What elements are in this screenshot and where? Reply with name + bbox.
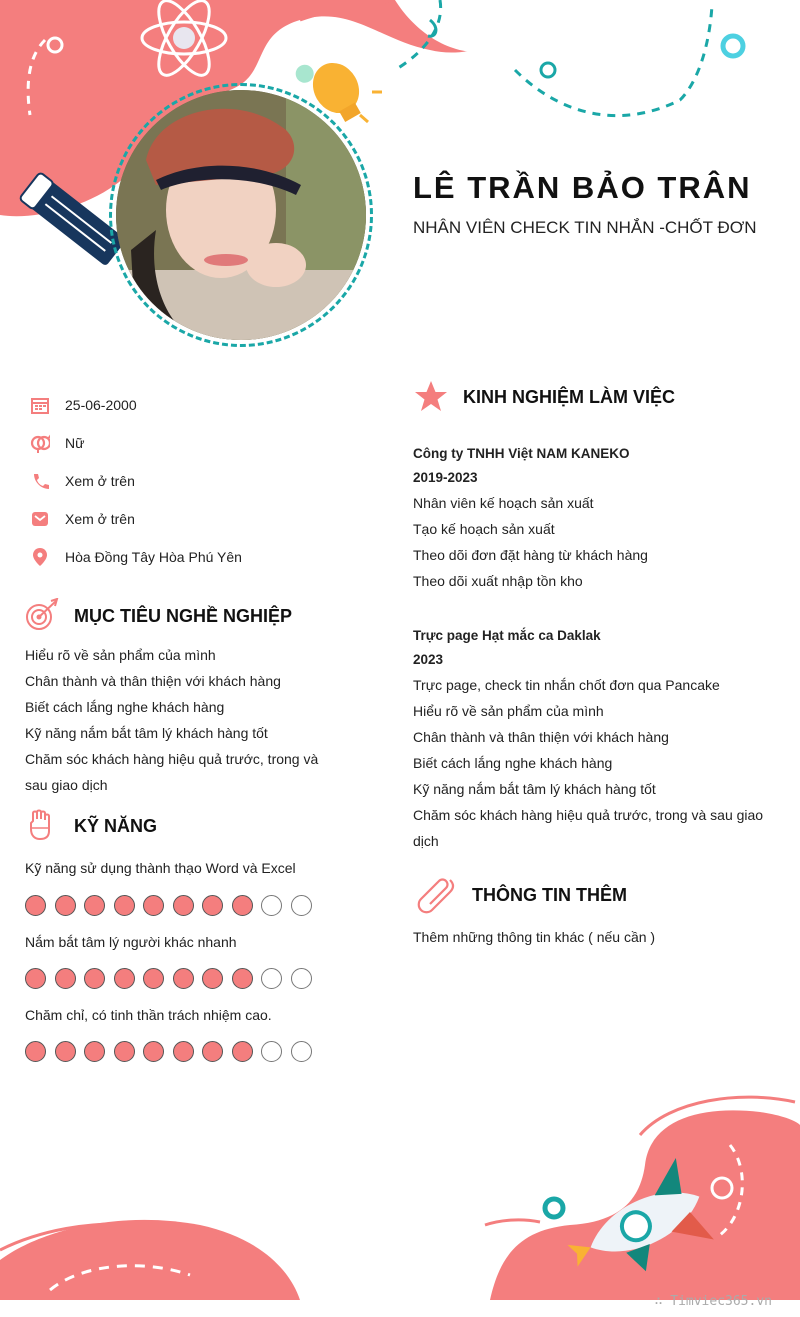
objective-heading (24, 598, 292, 634)
contact-email (30, 500, 360, 538)
job-line: Theo dõi đơn đặt hàng từ khách hàng (413, 547, 648, 563)
rating-dot-filled (202, 895, 223, 916)
skills-heading-text: KỸ NĂNG (74, 815, 158, 836)
phone-icon (30, 471, 50, 491)
job-line: Chân thành và thân thiện với khách hàng (413, 729, 669, 745)
job-line: dịch (413, 833, 439, 849)
experience-item (413, 624, 783, 854)
rating-dot-filled (84, 895, 105, 916)
location-pin-icon (30, 547, 50, 567)
rating-dot-filled (114, 1041, 135, 1062)
additional-heading-text: THÔNG TIN THÊM (472, 884, 627, 905)
rating-dot-filled (114, 895, 135, 916)
mail-icon (30, 509, 50, 529)
job-line: Tạo kế hoạch sản xuất (413, 521, 555, 537)
calendar-icon (30, 395, 50, 415)
objective-line: Chăm sóc khách hàng hiệu quả trước, trong và (25, 751, 319, 767)
candidate-name: LÊ TRẦN BẢO TRÂN (413, 170, 752, 205)
job-line: Theo dõi xuất nhập tồn kho (413, 573, 583, 589)
rating-dot-empty (261, 968, 282, 989)
skill-label: Chăm chỉ, có tinh thần trách nhiệm cao. (25, 1007, 272, 1023)
job-line: Chăm sóc khách hàng hiệu quả trước, trong và sau giao (413, 807, 764, 823)
rating-dot-filled (55, 895, 76, 916)
avatar-illustration (116, 90, 366, 340)
paperclip-icon (416, 874, 458, 916)
job-line: Hiểu rõ về sản phẩm của mình (413, 703, 604, 719)
skill-label: Kỹ năng sử dụng thành thạo Word và Excel (25, 860, 296, 876)
objective-line: Kỹ năng nắm bắt tâm lý khách hàng tốt (25, 725, 268, 741)
contact-info (30, 386, 360, 576)
objective-line: sau giao dịch (25, 777, 108, 793)
objective-line: Biết cách lắng nghe khách hàng (25, 699, 225, 715)
contact-birthday (30, 386, 360, 424)
rating-dot-filled (84, 968, 105, 989)
phone-text: Xem ở trên (65, 473, 135, 489)
rating-dot-empty (291, 1041, 312, 1062)
skill-rating (25, 968, 320, 989)
rating-dot-filled (84, 1041, 105, 1062)
rating-dot-filled (202, 968, 223, 989)
rating-dot-filled (114, 968, 135, 989)
rating-dot-filled (55, 968, 76, 989)
rating-dot-filled (232, 1041, 253, 1062)
rating-dot-empty (291, 968, 312, 989)
job-line: Nhân viên kế hoạch sản xuất (413, 495, 594, 511)
rating-dot-filled (143, 968, 164, 989)
skill-rating (25, 1041, 320, 1062)
avatar (116, 90, 366, 340)
additional-text: Thêm những thông tin khác ( nếu cần ) (413, 929, 656, 945)
objective-heading-text: MỤC TIÊU NGHỀ NGHIỆP (74, 605, 293, 626)
gender-text: Nữ (65, 435, 85, 451)
skill-label: Nắm bắt tâm lý người khác nhanh (25, 934, 237, 950)
job-period: 2019-2023 (413, 470, 478, 485)
company-name: Công ty TNHH Việt NAM KANEKO (413, 446, 630, 461)
objective-line: Chân thành và thân thiện với khách hàng (25, 673, 281, 689)
rating-dot-empty (261, 1041, 282, 1062)
target-icon (24, 598, 60, 634)
fist-icon (24, 808, 60, 844)
rating-dot-filled (143, 1041, 164, 1062)
email-text: Xem ở trên (65, 511, 135, 527)
job-line: Biết cách lắng nghe khách hàng (413, 755, 613, 771)
job-title: NHÂN VIÊN CHECK TIN NHẮN -CHỐT ĐƠN (413, 218, 757, 237)
job-line: Trực page, check tin nhắn chốt đơn qua Pancake (413, 677, 720, 693)
experience-heading (413, 379, 675, 415)
rating-dot-filled (173, 968, 194, 989)
skill-rating (25, 895, 320, 916)
objective-line: Hiểu rõ về sản phẩm của mình (25, 647, 216, 663)
rating-dot-filled (25, 1041, 46, 1062)
contact-address (30, 538, 360, 576)
rating-dot-filled (202, 1041, 223, 1062)
watermark: ∴ Timviec365.vn (654, 1294, 772, 1309)
experience-item (413, 442, 783, 594)
experience-heading-text: KINH NGHIỆM LÀM VIỆC (463, 386, 676, 407)
job-line: Kỹ năng nắm bắt tâm lý khách hàng tốt (413, 781, 656, 797)
rating-dot-filled (173, 1041, 194, 1062)
rating-dot-filled (232, 895, 253, 916)
birthday-text: 25-06-2000 (65, 397, 137, 413)
additional-heading (416, 874, 627, 916)
star-icon (413, 379, 449, 415)
contact-phone (30, 462, 360, 500)
rating-dot-filled (25, 895, 46, 916)
objective-text (25, 642, 365, 798)
rating-dot-filled (25, 968, 46, 989)
rating-dot-empty (291, 895, 312, 916)
skills-heading (24, 808, 157, 844)
rating-dot-filled (232, 968, 253, 989)
rating-dot-filled (173, 895, 194, 916)
job-period: 2023 (413, 652, 444, 667)
gender-icon (30, 433, 50, 453)
rating-dot-filled (143, 895, 164, 916)
rating-dot-empty (261, 895, 282, 916)
address-text: Hòa Đồng Tây Hòa Phú Yên (65, 549, 242, 565)
company-name: Trực page Hạt mắc ca Daklak (413, 628, 601, 643)
rating-dot-filled (55, 1041, 76, 1062)
contact-gender (30, 424, 360, 462)
